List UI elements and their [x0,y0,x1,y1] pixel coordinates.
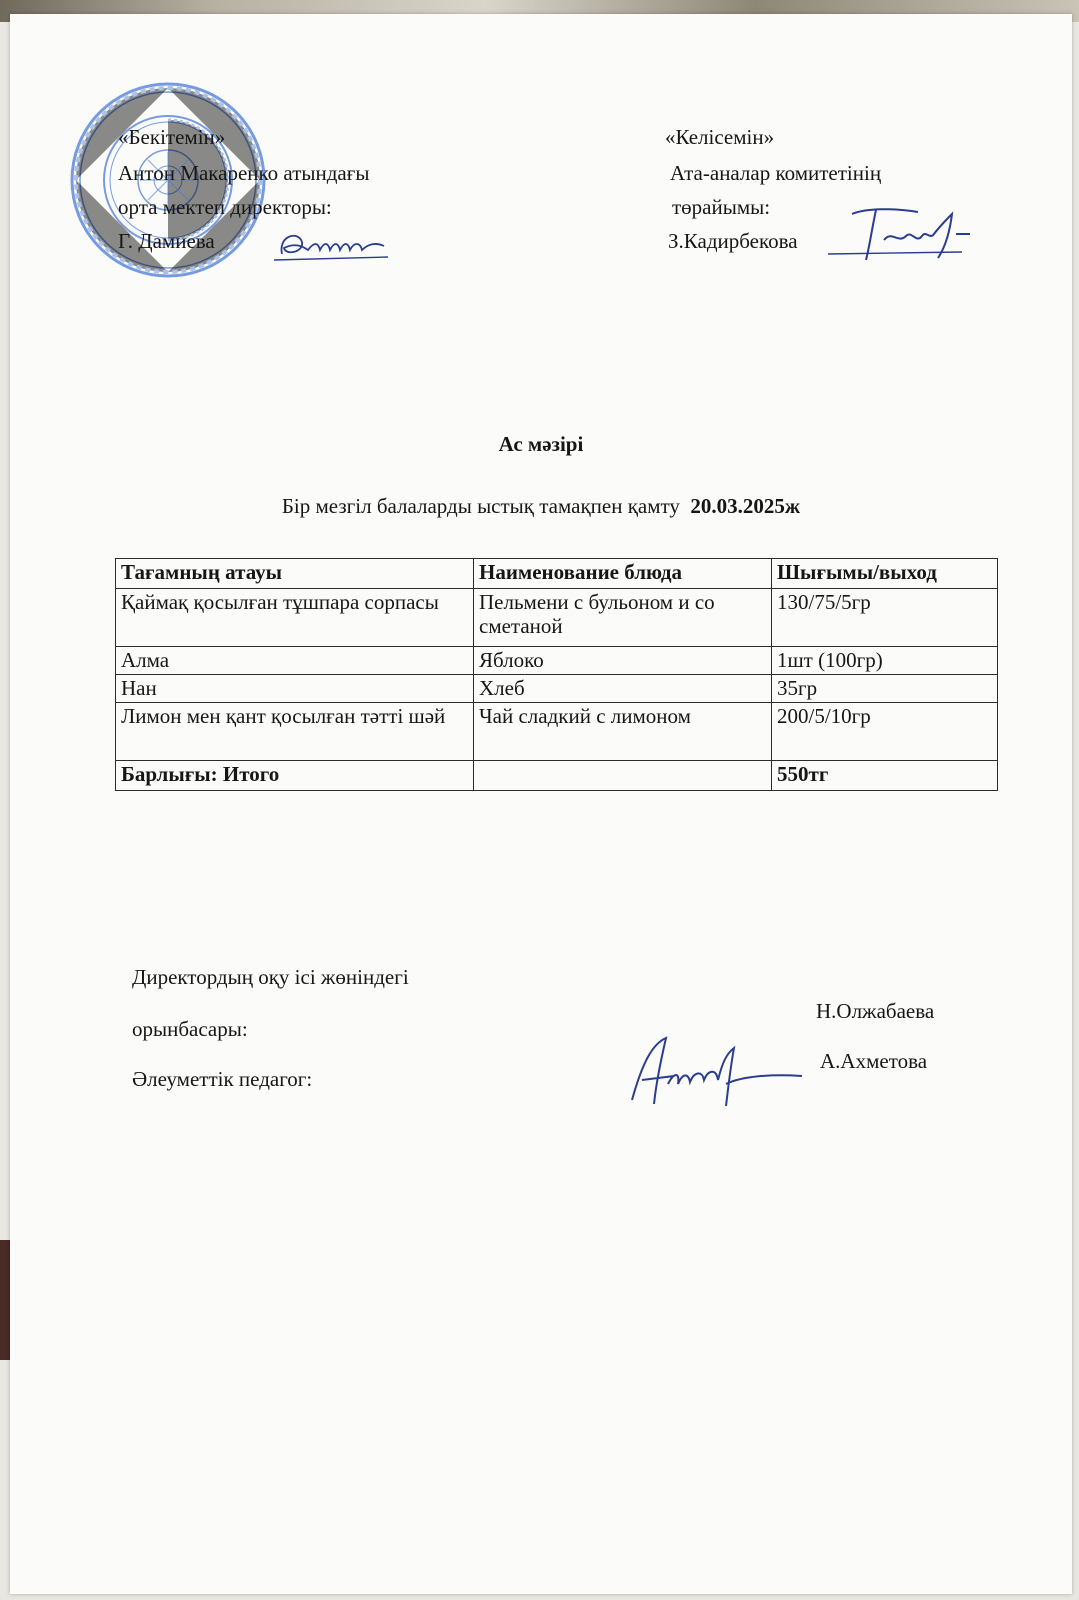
table-header-row [116,559,998,589]
dish-ru: Пельмени с бульоном и со сметаной [474,589,772,647]
dish-ru: Яблоко [474,647,772,675]
dish-kz: Нан [116,675,474,703]
dish-yield: 1шт (100гр) [772,647,998,675]
table-row [116,589,998,647]
menu-date: 20.03.2025ж [690,494,801,518]
approve-heading: «Бекітемін» [118,125,226,149]
page-title: Ас мәзірі [498,432,584,456]
agree-heading: «Келісемін» [665,125,775,149]
footer-pedagog-line: Әлеуметтік педагог: [132,1067,313,1091]
footer-pedagog-name: А.Ахметова [820,1049,928,1073]
table-row [116,703,998,761]
agree-committee-line: Ата-аналар комитетінің [670,161,882,185]
dish-yield: 130/75/5гр [772,589,998,647]
table-total-row [116,761,998,791]
footer-deputy-line2: орынбасары: [132,1017,248,1041]
table-row [116,675,998,703]
footer-deputy-line1: Директордың оқу ісі жөніндегі [132,965,409,989]
header-kz-name: Тағамның атауы [116,559,474,589]
footer-deputy-name: Н.Олжабаева [816,999,935,1023]
approve-school-line: Антон Макаренко атындағы [118,161,370,185]
table-row [116,647,998,675]
agree-position-line: төрайымы: [672,195,771,219]
dish-ru: Хлеб [474,675,772,703]
chair-signature [822,200,992,270]
dish-kz: Алма [116,647,474,675]
dish-ru: Чай сладкий с лимоном [474,703,772,761]
director-signature [268,224,398,264]
total-empty-cell [474,761,772,791]
agree-chair-name: З.Кадирбекова [668,229,798,253]
dish-yield: 200/5/10гр [772,703,998,761]
dish-kz: Лимон мен қант қосылған тәтті шәй [116,703,474,761]
approve-position-line: орта мектеп директоры: [118,195,332,219]
document-sheet [10,14,1072,1594]
total-value: 550тг [772,761,998,791]
dish-yield: 35гр [772,675,998,703]
pedagog-signature [622,1024,812,1114]
menu-table [115,558,998,791]
header-yield: Шығымы/выход [772,559,998,589]
header-ru-name: Наименование блюда [474,559,772,589]
dish-kz: Қаймақ қосылған тұшпара сорпасы [116,589,474,647]
page-subtitle [10,494,1072,519]
total-label: Барлығы: Итого [116,761,474,791]
subtitle-text: Бір мезгіл балаларды ыстық тамақпен қамту [281,494,680,518]
approve-director-name: Г. Дамиева [118,229,215,253]
